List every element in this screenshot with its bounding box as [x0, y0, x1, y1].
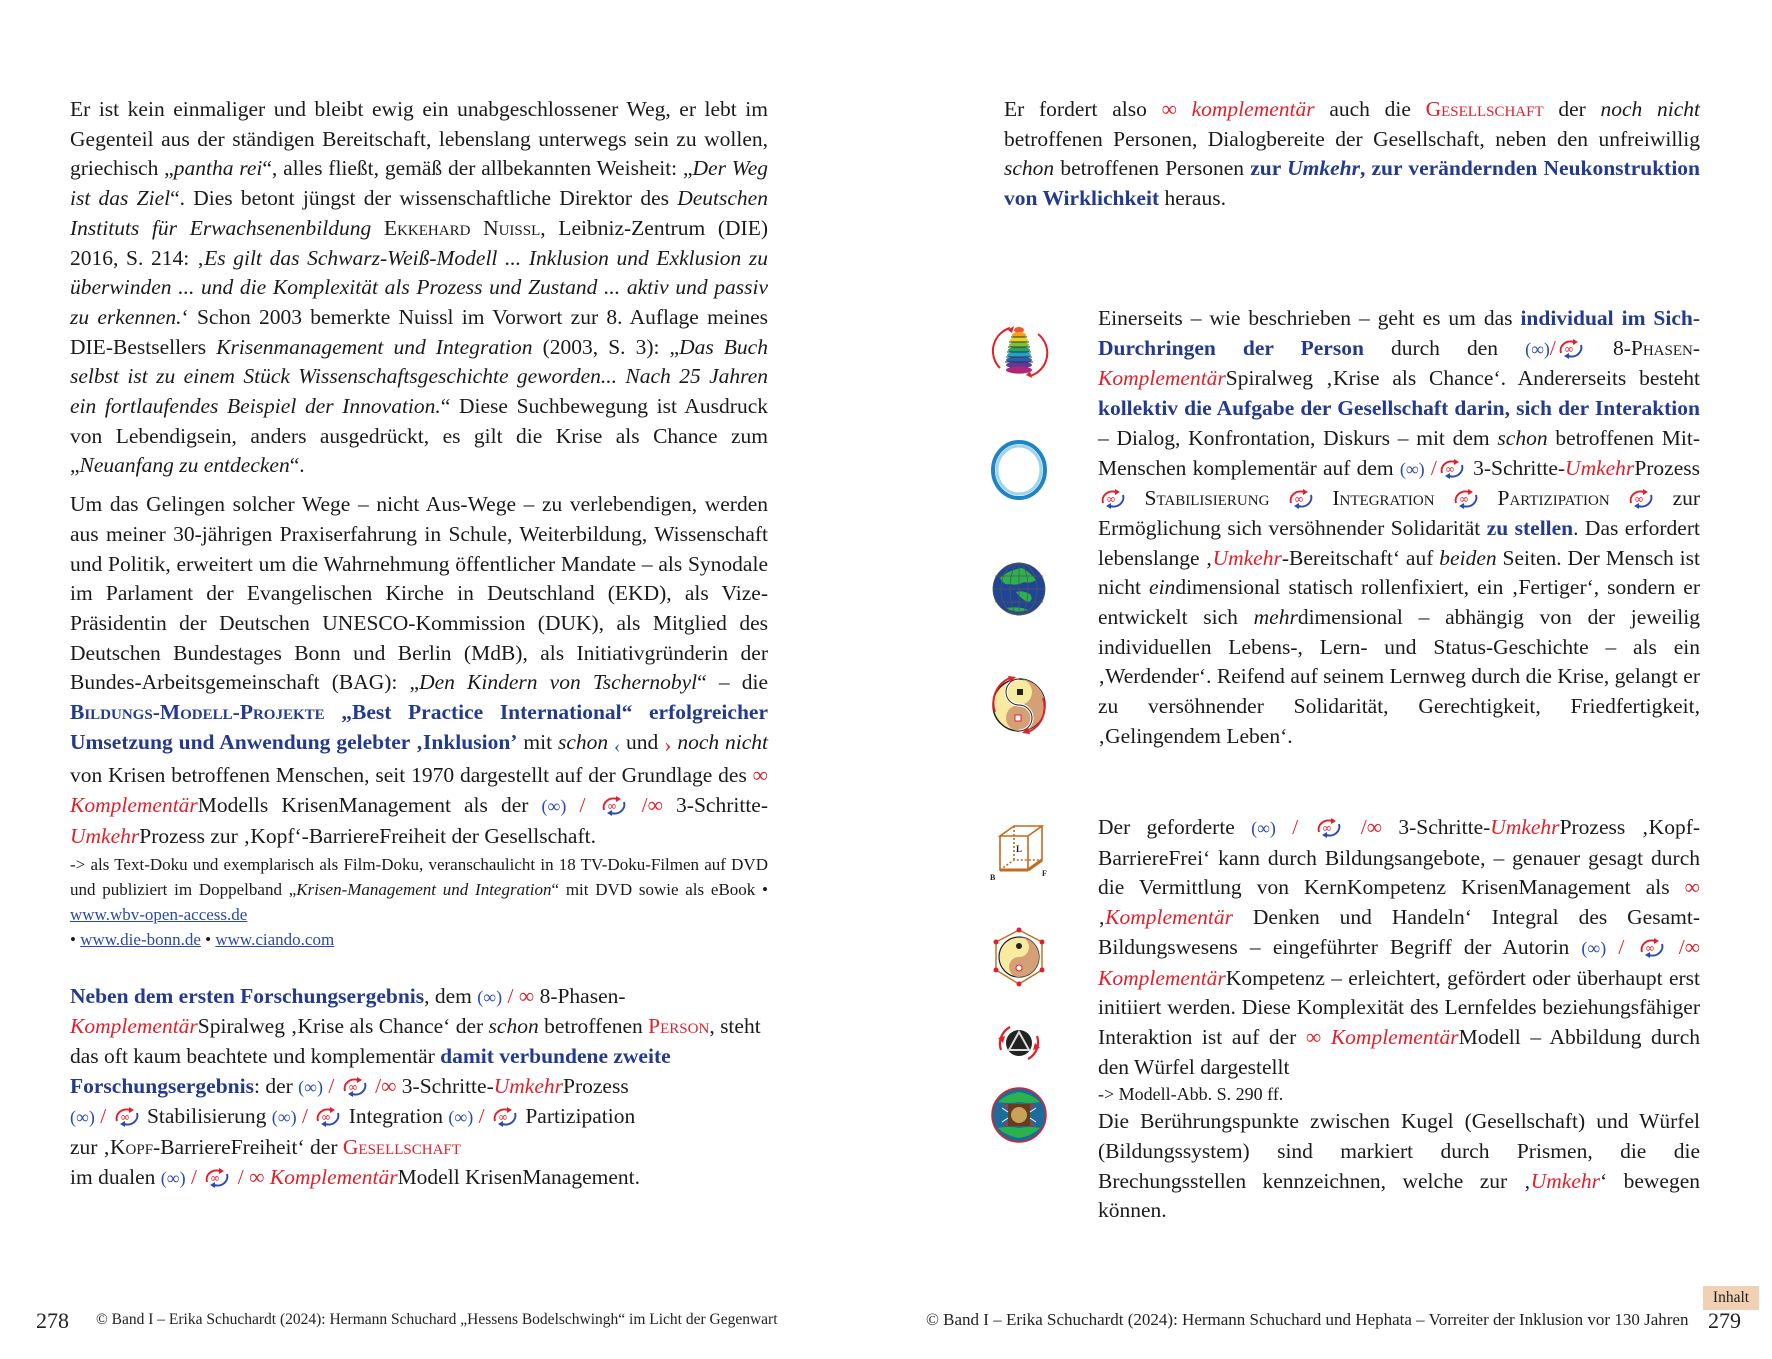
right-page [886, 0, 1772, 1359]
page-number-left: 278 [36, 1308, 69, 1333]
cube-yin-yang-icon [986, 924, 1052, 990]
infinity-icon: ∞ [1684, 934, 1701, 959]
paragraph-forschungsergebnis: Neben dem ersten Forschungsergebnis, dem (∞) / ∞ 8-Phasen-KomplementärSpiralweg ‚Krise als Chance‘ der schon betroffenen Person, steht das oft kaum beachtete und komplementär damit verbundene zweite Forschungsergebnis: der (∞) / ∞ /∞ 3-Schritte-UmkehrProzess (∞) / ∞ Stabilisierung (∞) / ∞ Integration (∞) / ∞ Partizipation zur ‚Kopf-BarriereFreiheit‘ der Gesellschaft im dualen (∞) / ∞ / ∞ KomplementärModell KrisenManagement. [70, 982, 768, 1194]
svg-text:∞: ∞ [1322, 821, 1333, 835]
cycle-infinity-icon [1286, 484, 1316, 514]
svg-text:B: B [990, 873, 996, 882]
paren-infinity-icon: (∞) [477, 986, 503, 1007]
paren-infinity-icon: (∞) [1251, 818, 1276, 838]
svg-text:∞: ∞ [210, 1170, 221, 1185]
mandala-globe-icon [986, 1082, 1052, 1148]
open-circle-icon [986, 437, 1052, 503]
infinity-icon: ∞ [1366, 815, 1383, 839]
right-column-top [1004, 95, 1700, 214]
cycle-infinity-icon [202, 1163, 232, 1193]
left-column [70, 95, 768, 1194]
paren-infinity-icon: (∞) [1581, 937, 1607, 958]
cycle-infinity-icon [1626, 484, 1656, 514]
right-column-middle [1098, 304, 1700, 752]
svg-text:L: L [1016, 844, 1023, 854]
svg-text:∞: ∞ [1106, 492, 1116, 507]
yin-yang-icon [986, 672, 1052, 738]
paragraph-beruehrungspunkte: Die Berührungspunkte zwischen Kugel (Gesellschaft) und Würfel (Bildungssystem) sind markiert durch Prismen, die die Brechungsstellen kennzeichnen, welche zur ‚Umkehr‘ bewegen können. [1098, 1109, 1700, 1223]
svg-text:F: F [1042, 869, 1047, 878]
cycle-infinity-icon [599, 791, 629, 821]
spiral-tower-icon [986, 318, 1052, 384]
cycle-infinity-icon [1314, 813, 1344, 843]
infinity-icon: ∞ [1305, 1024, 1322, 1049]
right-bracket-icon: › [664, 732, 672, 757]
link-ciando[interactable]: www.ciando.com [215, 929, 335, 949]
cycle-infinity-icon [1451, 484, 1481, 514]
svg-text:∞: ∞ [347, 1079, 358, 1094]
svg-text:∞: ∞ [1459, 492, 1470, 507]
paren-infinity-icon: (∞) [1399, 458, 1425, 479]
page-number-right: 279 [1708, 1308, 1741, 1333]
svg-text:∞: ∞ [1563, 341, 1574, 356]
paren-infinity-icon: (∞) [160, 1167, 186, 1188]
svg-text:∞: ∞ [497, 1110, 508, 1125]
paren-infinity-icon: (∞) [70, 1107, 95, 1128]
left-bracket-icon: ‹ [614, 735, 621, 756]
paragraph-einerseits: Einerseits – wie beschrieben – geht es um das individual im Sich-Durchringen der Person durch den (∞)/ ∞ 8-Phasen-KomplementärSpiralweg ‚Krise als Chance‘. Andererseits besteht kollektiv die Aufgabe der Gesellschaft darin, sich der Interaktion – Dialog, Konfrontation, Diskurs – mit dem schon betroffenen Mit-Menschen komplementär auf dem (∞) / ∞ 3-Schritte-UmkehrProzess ∞ Stabilisierung ∞ Integration ∞ Partizipation ∞ zur Ermöglichung sich versöhnender Solidarität zu stellen. Das erfordert lebenslange ‚Umkehr-Bereitschaft‘ auf beiden Seiten. Der Mensch ist nicht eindimensional statisch rollenfixiert, ein ‚Fertiger‘, sondern er entwickelt sich mehrdimensional – abhängig von der jeweilig individuellen Lebens-, Lern- und Status-Geschichte – als ein ‚Werdender‘. Reifend auf seinem Lernweg durch die Krise, gelangt er zu versöhnender Solidarität, Gerechtigkeit, Friedfertigkeit, ‚Gelingendem Leben‘. [1098, 306, 1701, 748]
infinity-icon: ∞ [381, 1073, 397, 1098]
infinity-icon: ∞ [249, 1164, 265, 1189]
paragraph-geforderte: Der geforderte (∞) / ∞ /∞ 3-Schritte-UmkehrProzess ‚Kopf-BarriereFrei‘ kann durch Bildungsangebote, – genauer gesagt durch die Vermittlung von KernKompetenz KrisenManagement als ∞ ‚Komplementär Denken und Handeln‘ Integral des Gesamt-Bildungswesens – eingeführter Begriff der Autorin (∞) / ∞ /∞ KomplementärKompetenz – erleichtert, gefördert oder überhaupt erst initiiert werden. Diese Komplexität des Lernfeldes beziehungsfähiger Interaktion ist auf der ∞ KomplementärModell – Abbildung durch den Würfel dargestellt [1098, 815, 1701, 1079]
cycle-infinity-icon [313, 1102, 343, 1132]
paren-infinity-icon: (∞) [541, 796, 567, 817]
svg-text:∞: ∞ [1644, 940, 1655, 955]
paren-infinity-icon: (∞) [1525, 338, 1550, 359]
right-column-bottom [1098, 813, 1700, 1226]
paren-infinity-icon: (∞) [298, 1076, 323, 1097]
cycle-infinity-icon [1637, 933, 1667, 963]
svg-text:∞: ∞ [1293, 492, 1304, 507]
footer-right: © Band I – Erika Schuchardt (2024): Hermann Schuchard und Hephata – Vorreiter der Inklusion vor 130 Jahren [926, 1310, 1689, 1329]
paren-infinity-icon: (∞) [448, 1107, 474, 1128]
svg-text:∞: ∞ [606, 799, 617, 814]
cycle-infinity-icon [1098, 484, 1128, 514]
model-reference: -> Modell-Abb. S. 290 ff. [1098, 1084, 1284, 1105]
infinity-icon: ∞ [1684, 875, 1700, 900]
cycle-infinity-icon [490, 1102, 520, 1132]
link-die-bonn[interactable]: www.die-bonn.de [80, 929, 201, 949]
link-wbv-open-access[interactable]: www.wbv-open-access.de [70, 904, 248, 924]
cycle-infinity-icon [112, 1102, 142, 1132]
infinity-icon: ∞ [518, 983, 535, 1008]
paragraph-gelingen: Um das Gelingen solcher Wege – nicht Aus-Wege – zu verlebendigen, werden aus meiner 30-jährigen Praxiserfahrung in Schule, Weiterbildung, Wissenschaft und Politik, erweitert um die Wahrnehmung öffentlicher Mandate – als Synodale im Parlament der Evangelischen Kirche in Deutschland (EKD), als Vize-Präsidentin der Deutschen UNESCO-Kommission (DUK), als Mitglied des Deutschen Bundestages Bonn und Berlin (MdB), als Initiativgründerin der Bundes-Arbeitsgemeinschaft (BAG): „Den Kindern von Tschernobyl“ – die Bildungs-Modell-Projekte „Best Practice International“ erfolgreicher Umsetzung und Anwendung gelebter ‚Inklusion’ mit schon ‹ und › noch nicht von Krisen betroffenen Menschen, seit 1970 dargestellt auf der Grundlage des ∞ KomplementärModells KrisenManagement als der (∞) / ∞ /∞ 3-Schritte-UmkehrProzess zur ‚Kopf‘-BarriereFreiheit der Gesellschaft. [70, 492, 769, 848]
cycle-infinity-icon [1437, 454, 1467, 484]
paragraph-fordert: Er fordert also ∞ komplementär auch die Gesellschaft der noch nicht betroffenen Personen, Dialogbereite der Gesellschaft, neben den unfreiwillig schon betroffenen Personen zur Umkehr, zur verändernden Neukonstruktion von Wirklichkeit heraus. [1004, 97, 1701, 211]
inhalt-button[interactable]: Inhalt [1703, 1286, 1759, 1310]
svg-text:∞: ∞ [1634, 492, 1645, 507]
cycle-infinity-icon [340, 1072, 370, 1102]
svg-text:∞: ∞ [1444, 461, 1455, 476]
paragraph-weg: Er ist kein einmaliger und bleibt ewig ein unabgeschlossener Weg, er lebt im Gegenteil aus der ständigen Bereitschaft, lebenslang unterwegs sein zu wollen, griechisch „pantha rei“, alles fließt, gemäß der allbekannten Weisheit: „Der Weg ist das Ziel“. Dies betont jüngst der wissenschaftliche Direktor des Deutschen Instituts für Erwachsenenbildung Ekkehard Nuissl, Leibniz-Zentrum (DIE) 2016, S. 214: ‚Es gilt das Schwarz-Weiß-Modell ... Inklusion und Exklusion zu überwinden ... und die Komplexität als Prozess und Zustand ... aktiv und passiv zu erkennen.‘ Schon 2003 bemerkte Nuissl im Vorwort zur 8. Auflage meines DIE-Bestsellers Krisenmanagement und Integration (2003, S. 3): „Das Buch selbst ist zu einem Stück Wissenschaftsgeschichte geworden... Nach 25 Jahren ein fortlaufendes Beispiel der Innovation.“ Diese Suchbewegung ist Ausdruck von Lebendigsein, anders ausgedrückt, es gilt die Krise als Chance zum „Neuanfang zu entdecken“. [70, 97, 768, 478]
prism-triangle-icon [986, 1010, 1052, 1076]
author-name-nuissl: Ekkehard Nuissl [383, 215, 541, 240]
infinity-icon: ∞ [1161, 97, 1177, 121]
svg-text:∞: ∞ [321, 1110, 332, 1125]
globe-icon [986, 556, 1052, 622]
infinity-icon: ∞ [752, 763, 768, 788]
cycle-infinity-icon [1556, 334, 1586, 364]
svg-text:∞: ∞ [119, 1110, 130, 1125]
infinity-icon: ∞ [647, 793, 663, 818]
cube-icon [986, 818, 1052, 884]
reference-note: -> als Text-Doku und exemplarisch als Film-Doku, veranschaulicht in 18 TV-Doku-Filmen auf DVD und publiziert im Doppelband „Krisen-Management und Integration“ mit DVD sowie als eBook • www.wbv-open-access.de • www.die-bonn.de • www.ciando.com [70, 854, 768, 949]
paren-infinity-icon: (∞) [271, 1107, 297, 1128]
footer-left: © Band I – Erika Schuchardt (2024): Hermann Schuchard „Hessens Bodelschwingh“ im Licht der Gegenwart [96, 1311, 778, 1328]
